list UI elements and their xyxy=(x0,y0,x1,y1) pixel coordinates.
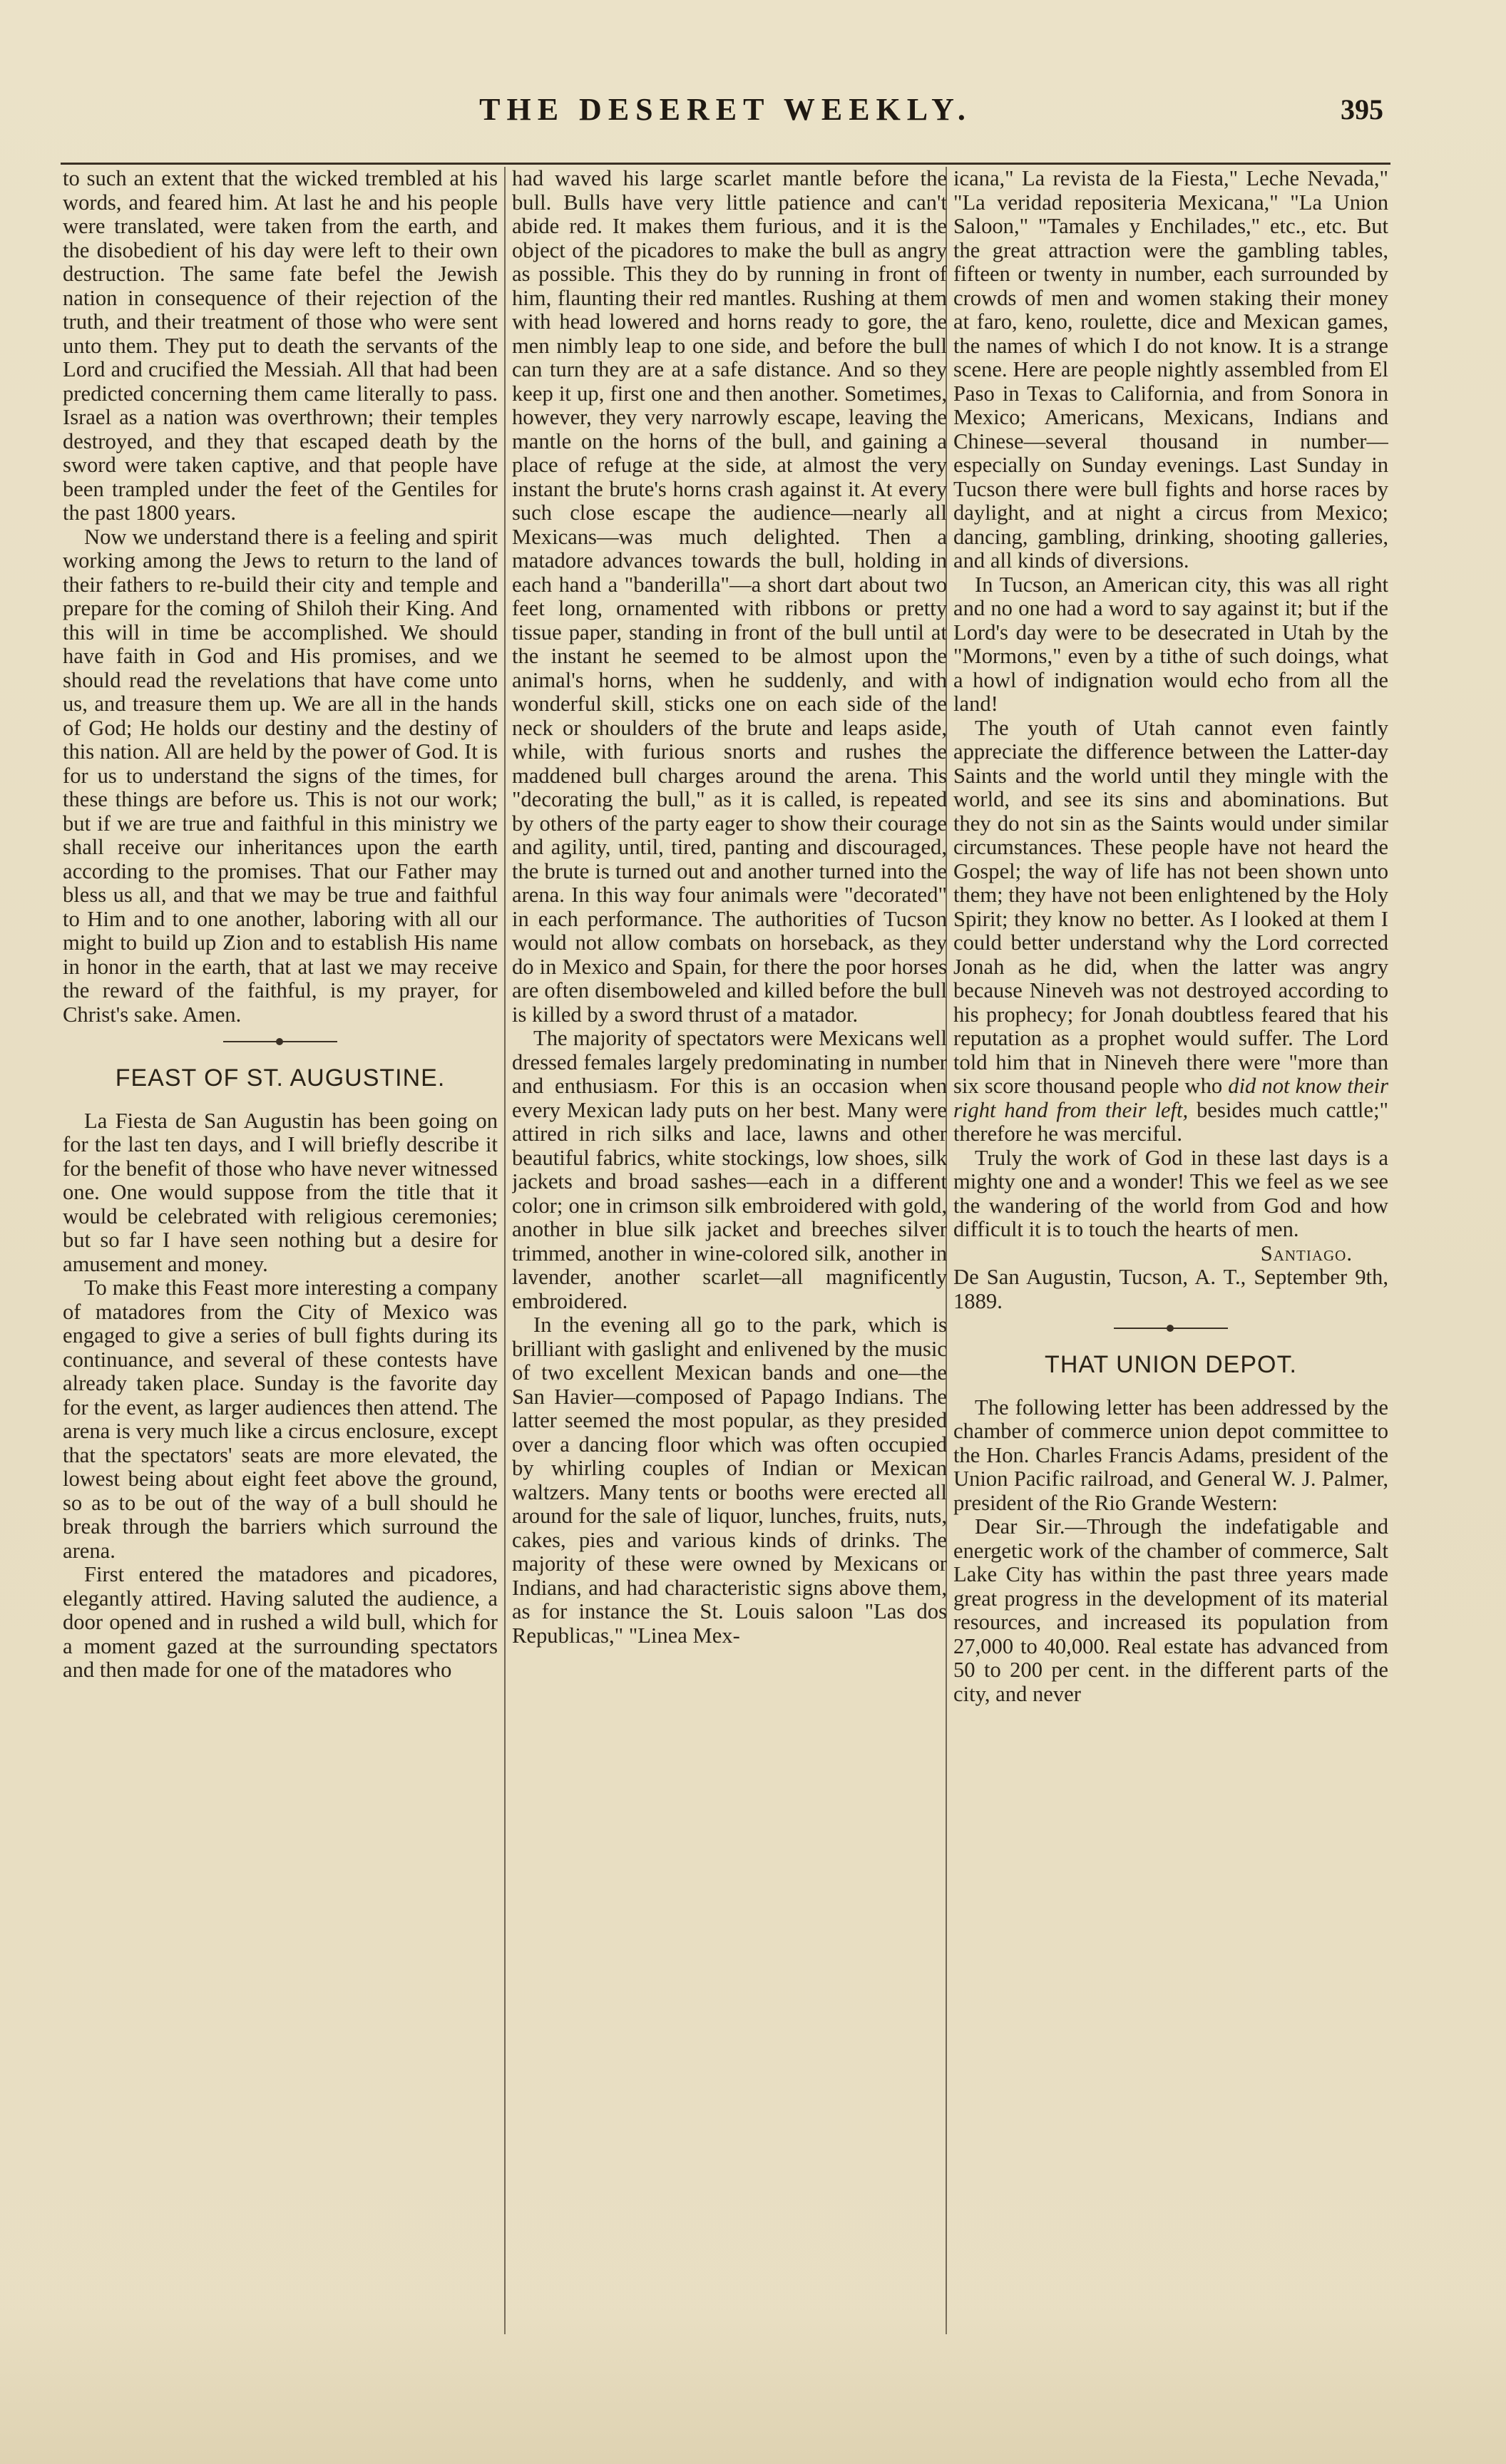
text-run: besides much cattle;" therefore he was merciful. xyxy=(953,1097,1388,1146)
section-divider xyxy=(63,1027,498,1057)
paragraph: In Tucson, an American city, this was all right and no one had a word to say against it; but if the Lord's day were to be desecrated in Utah by the "Mormons," even by a tithe of such doings, what a howl of indignation would echo from all the land! xyxy=(953,572,1388,716)
masthead xyxy=(61,91,1390,134)
paragraph: First entered the matadores and picadores, elegantly attired. Having saluted the audience, a door opened and in rushed a wild bull, which for a moment gazed at the surrounding spectators and then made for one of the matadores who xyxy=(63,1562,498,1682)
paragraph: to such an extent that the wicked trembled at his words, and feared him. At last he and his people were translated, were taken from the earth, and the disobedient of his day were left to their own destruction. The same fate befel the Jewish nation in consequence of their rejection of the truth, and their treatment of those who were sent unto them. They put to death the servants of the Lord and crucified the Messiah. All that had been predicted concerning them came literally to pass. Israel as a nation was overthrown; their temples destroyed, and they that escaped death by the sword were taken captive, and that people have been trampled under the feet of the Gentiles for the past 1800 years. xyxy=(63,167,498,525)
section-divider xyxy=(953,1313,1388,1343)
paragraph: Truly the work of God in these last days is a mighty one and a wonder! This we feel as we see the wandering of the world from God and how difficult it is to touch the hearts of men. xyxy=(953,1145,1388,1241)
text-run: The youth of Utah cannot even faintly appreciate the difference between the Latter-day Saints and the world until they mingle with the world, and see its sins and abominations. But they do not sin as the Saints would under similar circumstances. These people have not heard the Gospel; the way of life has not been shown unto them; they have not been enlightened by the Holy Spirit; they know no better. As I looked at them I could better understand why the Lord corrected Jonah as he did, when the latter was angry because Nineveh was not destroyed according to his prophecy; for Jonah doubtless feared that his reputation as a prophet would suffer. The Lord told him that in Nineveh there were "more than six score thousand people who xyxy=(953,715,1388,1098)
column-2 xyxy=(512,167,947,2343)
paragraph: Now we understand there is a feeling and spirit working among the Jews to return to the land of their fathers to re-build their city and temple and prepare for the coming of Shiloh their King. And this will in time be accomplished. We should have faith in God and His promises, and we should read the revelations that have come unto us, and treasure them up. We are all in the hands of God; He holds our destiny and the destiny of this nation. All are held by the power of God. It is for us to understand the signs of the times, for these things are before us. This is not our work; but if we are true and faithful in this ministry we shall receive our inheritances upon the earth according to the promises. That our Father may bless us all, and that we may be true and faithful to Him and to one another, laboring with all our might to build up Zion and to establish His name in honor in the earth, that at last we may receive the reward of the faithful, is my prayer, for Christ's sake. Amen. xyxy=(63,524,498,1027)
paragraph: La Fiesta de San Augustin has been going on for the last ten days, and I will briefly describe it for the benefit of those who have never witnessed one. One would suppose from the title that it would be celebrated with religious ceremonies; but so far I have seen nothing but a desire for amusement and money. xyxy=(63,1108,498,1276)
column-rule xyxy=(504,167,506,2334)
article-heading: FEAST OF ST. AUGUSTINE. xyxy=(115,1064,446,1092)
italic-text: did not know their right hand from their left, xyxy=(953,1074,1388,1122)
header-rule xyxy=(61,163,1390,165)
publication-title: THE DESERET WEEKLY. xyxy=(479,92,972,127)
paragraph xyxy=(953,717,1388,1146)
dateline: De San Augustin, Tucson, A. T., September 9th, 1889. xyxy=(953,1265,1388,1313)
article-heading: THAT UNION DEPOT. xyxy=(1045,1351,1297,1378)
column-1 xyxy=(63,167,498,2343)
paragraph: Dear Sir.—Through the indefatigable and energetic work of the chamber of commerce, Salt Lake City has within the past three years made great progress in the development of its material resources, and increased its population from 27,000 to 40,000. Real estate has advanced from 50 to 200 per cent. in the different parts of the city, and never xyxy=(953,1514,1388,1706)
paragraph: The following letter has been addressed by the chamber of commerce union depot committee to the Hon. Charles Francis Adams, president of the Union Pacific railroad, and General W. J. Palmer, president of the Rio Grande Western: xyxy=(953,1395,1388,1515)
paragraph: The majority of spectators were Mexicans well dressed females largely predominating in number and enthusiasm. For this is an occasion when every Mexican lady puts on her best. Many were attired in rich silks and lace, lawns and other beautiful fabrics, white stockings, low shoes, silk jackets and broad sashes—each in a different color; one in crimson silk embroidered with gold, another in blue silk jacket and breeches silver trimmed, another in wine-colored silk, another in lavender, another scarlet—all magnificently embroidered. xyxy=(512,1026,947,1313)
paragraph: To make this Feast more interesting a company of matadores from the City of Mexico was engaged to give a series of bull fights during its continuance, and several of these contests have already taken place. Sunday is the favorite day for the event, as larger audiences then attend. The arena is very much like a circus enclosure, except that the spectators' seats are more elevated, the lowest being about eight feet above the ground, so as to be out of the way of a bull should he break through the barriers which surround the arena. xyxy=(63,1275,498,1563)
paragraph: icana," La revista de la Fiesta," Leche Nevada," "La veridad repositeria Mexicana," "La Union Saloon," "Tamales y Enchilades," etc., etc. But the great attraction were the gambling tables, fifteen or twenty in number, each surrounded by crowds of men and women staking their money at faro, keno, roulette, dice and Mexican games, the names of which I do not know. It is a strange scene. Here are people nightly assembled from El Paso in Texas to California, and from Sonora in Mexico; Americans, Mexicans, Indians and Chinese—several thousand in number—especially on Sunday evenings. Last Sunday in Tucson there were bull fights and horse races by daylight, and at night a circus from Mexico; dancing, gambling, drinking, shooting galleries, and all kinds of diversions. xyxy=(953,167,1388,573)
paragraph: In the evening all go to the park, which is brilliant with gaslight and enlivened by the music of two excellent Mexican bands and one—the San Havier—composed of Papago Indians. The latter seemed the most popular, as they presided over a dancing floor which was often occupied by whirling couples of Indian or Mexican waltzers. Many tents or booths were erected all around for the sale of liquor, lunches, fruits, nuts, cakes, pies and various kinds of drinks. The majority of these were owned by Mexicans or Indians, and had characteristic signs above them, as for instance the St. Louis saloon "Las dos Republicas," "Linea Mex- xyxy=(512,1313,947,1648)
column-3 xyxy=(953,167,1388,2343)
signature: Santiago. xyxy=(1260,1241,1353,1266)
page-number: 395 xyxy=(1341,93,1383,125)
paragraph: had waved his large scarlet mantle before the bull. Bulls have very little patience and can't abide red. It makes them furious, and it is the object of the picadores to make the bull as angry as possible. This they do by running in front of him, flaunting their red mantles. Rushing at them with head lowered and horns ready to gore, the men nimbly leap to one side, and before the bull can turn they are at a safe distance. And so they keep it up, first one and then another. Sometimes, however, they very narrowly escape, leaving the mantle on the horns of the bull, and gaining a place of refuge at the side, at almost the very instant the brute's horns crash against it. At every such close escape the audience—nearly all Mexicans—was much delighted. Then a matadore advances towards the bull, holding in each hand a "banderilla"—a short dart about two feet long, ornamented with ribbons or pretty tissue paper, standing in front of the bull until at the instant he seemed to be almost upon the animal's horns, when he suddenly, and with wonderful skill, sticks one on each side of the neck or shoulders of the brute and leaps aside, while, with furious snorts and rushes the maddened bull charges around the arena. This "decorating the bull," as it is called, is repeated by others of the party eager to show their courage and agility, until, tired, panting and discouraged, the brute is turned out and another turned into the arena. In this way four animals were "decorated" in each performance. The authorities of Tucson would not allow combats on horseback, as they do in Mexico and Spain, for there the poor horses are often disemboweled and killed before the bull is killed by a sword thrust of a matador. xyxy=(512,167,947,1027)
